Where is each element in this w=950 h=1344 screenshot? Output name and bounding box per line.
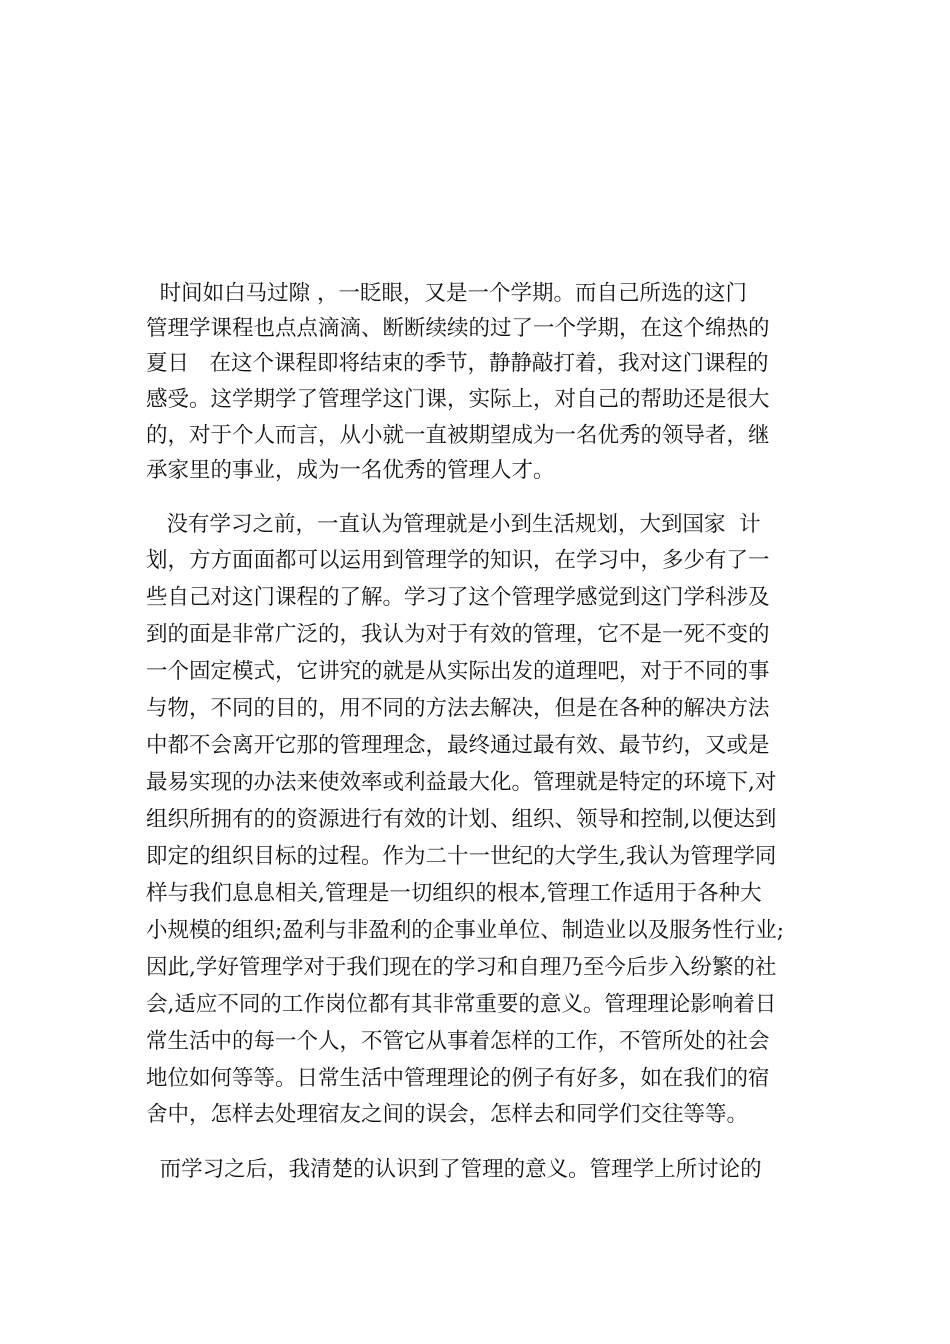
text-line: 到的面是非常广泛的，我认为对于有效的管理，它不是一死不变的 xyxy=(146,622,770,647)
text-line: 地位如何等等。日常生活中管理理论的例子有好多，如在我们的宿 xyxy=(146,1066,770,1091)
text-line: 会,适应不同的工作岗位都有其非常重要的意义。管理理论影响着日 xyxy=(146,992,777,1017)
text-line: 与物，不同的目的，用不同的方法去解决，但是在各种的解决方法 xyxy=(146,696,770,721)
text-line: 时间如白马过隙 ，一眨眼，又是一个学期。而自己所选的这门 xyxy=(146,281,748,306)
text-line: 感受。这学期学了管理学这门课，实际上，对自己的帮助还是很大 xyxy=(146,387,770,412)
text-line: 中都不会离开它那的管理理念，最终通过最有效、最节约，又或是 xyxy=(146,733,770,758)
text-line: 承家里的事业，成为一名优秀的管理人才。 xyxy=(146,458,555,483)
text-line: 舍中，怎样去处理宿友之间的误会，怎样去和同学们交往等等。 xyxy=(146,1102,749,1127)
text-line: 没有学习之前，一直认为管理就是小到生活规划，大到国家 计 xyxy=(146,512,761,537)
text-line: 些自己对这门课程的了解。学习了这个管理学感觉到这门学科涉及 xyxy=(146,585,770,610)
text-line: 即定的组织目标的过程。作为二十一世纪的大学生,我认为管理学同 xyxy=(146,844,777,869)
text-line: 划，方方面面都可以运用到管理学的知识，在学习中，多少有了一 xyxy=(146,548,770,573)
text-line: 因此,学好管理学对于我们现在的学习和自理乃至今后步入纷繁的社 xyxy=(146,955,777,980)
text-line: 而学习之后，我清楚的认识到了管理的意义。管理学上所讨论的 xyxy=(146,1157,762,1182)
text-line: 组织所拥有的的资源进行有效的计划、组织、领导和控制,以便达到 xyxy=(146,807,777,832)
text-line: 小规模的组织;盈利与非盈利的企事业单位、制造业以及服务性行业; xyxy=(146,918,784,943)
text-line: 的，对于个人而言，从小就一直被期望成为一名优秀的领导者，继 xyxy=(146,423,770,448)
text-line: 一个固定模式，它讲究的就是从实际出发的道理吧，对于不同的事 xyxy=(146,659,770,684)
text-line: 夏日 在这个课程即将结束的季节，静静敲打着，我对这门课程的 xyxy=(146,351,769,376)
text-line: 样与我们息息相关,管理是一切组织的根本,管理工作适用于各种大 xyxy=(146,881,762,906)
text-line: 最易实现的办法来使效率或利益最大化。管理就是特定的环境下,对 xyxy=(146,770,777,795)
text-line: 管理学课程也点点滴滴、断断续续的过了一个学期，在这个绵热的 xyxy=(146,316,770,341)
text-line: 常生活中的每一个人，不管它从事着怎样的工作，不管所处的社会 xyxy=(146,1029,770,1054)
